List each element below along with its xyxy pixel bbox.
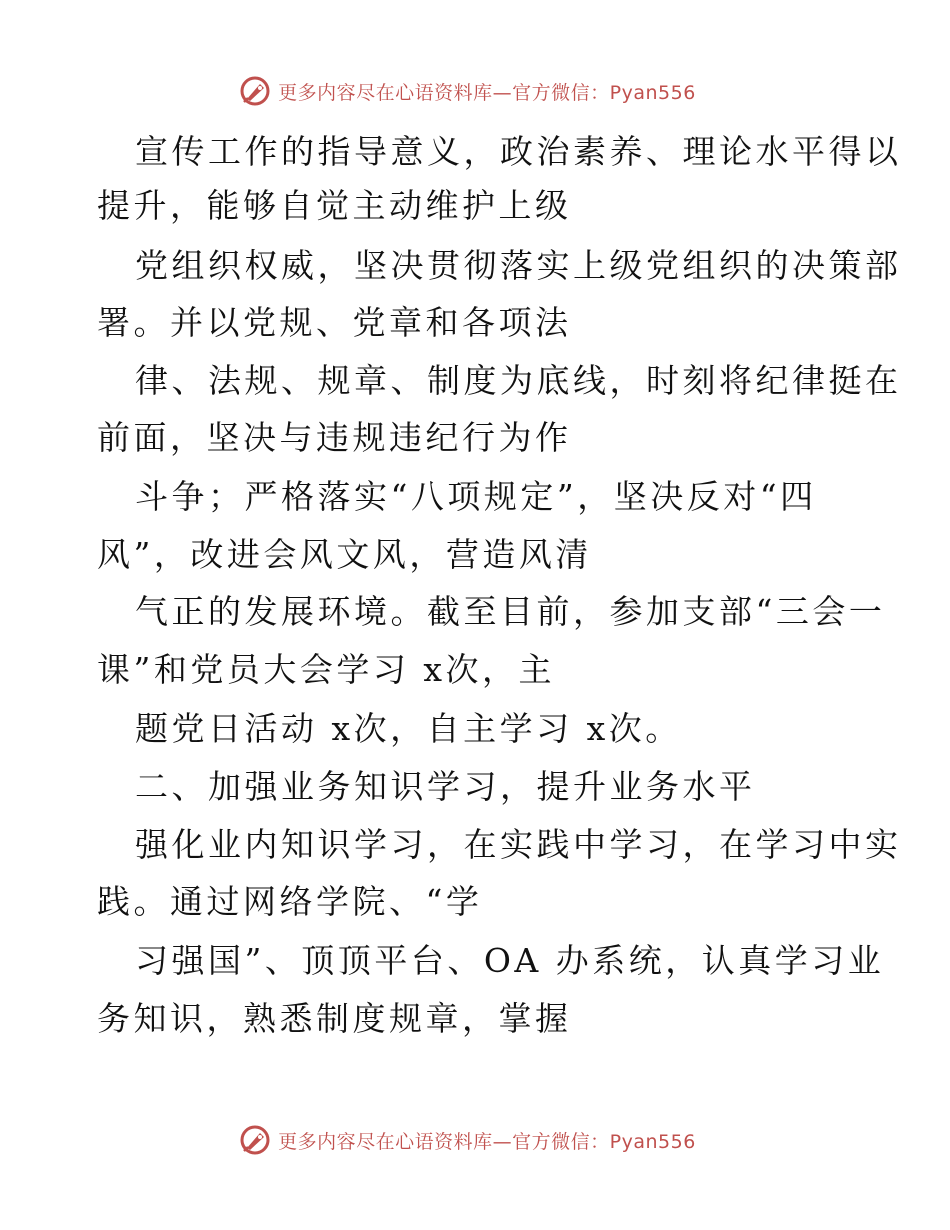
body-line-16: 务知识，熟悉制度规章，掌握 [97, 999, 572, 1038]
body-line-6: 前面，坚决与违规违纪行为作 [97, 418, 572, 457]
body-line-11: 题党日活动 x次，自主学习 x次。 [135, 709, 682, 748]
body-line-5: 律、法规、规章、制度为底线，时刻将纪律挺在 [135, 361, 902, 400]
body-line-2: 提升，能够自觉主动维护上级 [97, 186, 572, 225]
pen-nib-logo-icon [238, 74, 272, 108]
header-watermark [0, 71, 950, 111]
body-line-4: 署。并以党规、党章和各项法 [97, 303, 572, 342]
body-line-7: 斗争；严格落实“八项规定”，坚决反对“四 [135, 477, 817, 516]
body-line-15: 习强国”、顶顶平台、OA 办系统，认真学习业 [135, 941, 885, 980]
header-watermark-text: 更多内容尽在心语资料库—官方微信：Pyan556 [278, 81, 696, 104]
footer-watermark [0, 1120, 950, 1160]
footer-watermark-text: 更多内容尽在心语资料库—官方微信：Pyan556 [278, 1130, 696, 1153]
body-line-14: 践。通过网络学院、“学 [97, 882, 483, 921]
body-line-3: 党组织权威，坚决贯彻落实上级党组织的决策部 [135, 246, 902, 285]
pen-nib-logo-icon [238, 1123, 272, 1157]
body-line-10: 课”和党员大会学习 x次，主 [97, 650, 555, 689]
section-heading: 二、加强业务知识学习，提升业务水平 [135, 767, 756, 806]
body-line-13: 强化业内知识学习，在实践中学习，在学习中实 [135, 825, 902, 864]
body-line-9: 气正的发展环境。截至目前，参加支部“三会一 [135, 592, 886, 631]
body-line-8: 风”，改进会风文风，营造风清 [97, 535, 592, 574]
body-line-1: 宣传工作的指导意义，政治素养、理论水平得以 [135, 132, 902, 171]
